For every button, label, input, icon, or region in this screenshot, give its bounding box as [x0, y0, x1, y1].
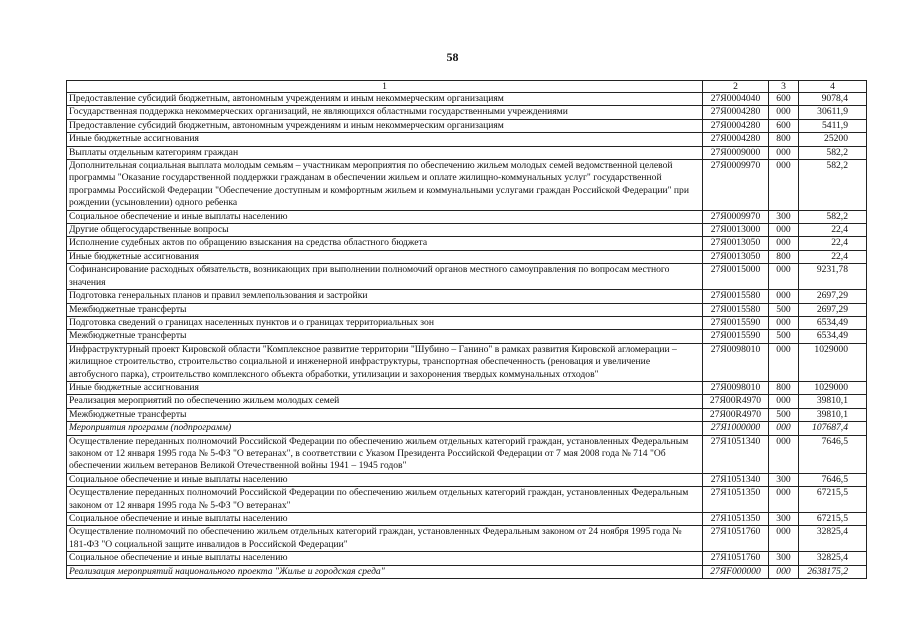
- row-name-cell: Иные бюджетные ассигнования: [67, 133, 703, 146]
- row-amount-cell: 2638175,2: [799, 565, 867, 578]
- row-amount-cell: 25200: [799, 133, 867, 146]
- row-code-cell: 27Я1051350: [703, 487, 769, 513]
- row-name-cell: Подготовка генеральных планов и правил землепользования и застройки: [67, 290, 703, 303]
- row-code-cell: 27Я0013000: [703, 224, 769, 237]
- table-row: [67, 513, 867, 526]
- row-code-cell: 27Я0013050: [703, 237, 769, 250]
- row-type-cell: 300: [769, 513, 799, 526]
- table-row: [67, 408, 867, 421]
- table-row: [67, 422, 867, 435]
- row-amount-cell: 7646,5: [799, 435, 867, 473]
- row-name-cell: Исполнение судебных актов по обращению взыскания на средства областного бюджета: [67, 237, 703, 250]
- table-row: [67, 146, 867, 159]
- row-code-cell: 27Я0004280: [703, 119, 769, 132]
- table-row: [67, 264, 867, 290]
- row-code-cell: 27Я1000000: [703, 422, 769, 435]
- table-row: [67, 316, 867, 329]
- row-name-cell: Выплаты отдельным категориям граждан: [67, 146, 703, 159]
- row-type-cell: 800: [769, 381, 799, 394]
- row-amount-cell: 9231,78: [799, 264, 867, 290]
- table-row: [67, 303, 867, 316]
- row-amount-cell: 5411,9: [799, 119, 867, 132]
- row-name-cell: Социальное обеспечение и иные выплаты населению: [67, 473, 703, 486]
- row-amount-cell: 107687,4: [799, 422, 867, 435]
- row-type-cell: 000: [769, 160, 799, 211]
- row-code-cell: 27Я0015000: [703, 264, 769, 290]
- table-row: [67, 210, 867, 223]
- row-code-cell: 27Я0004280: [703, 106, 769, 119]
- row-name-cell: Государственная поддержка некоммерческих организаций, не являющихся областными государственными учреждениями: [67, 106, 703, 119]
- row-code-cell: 27Я0013050: [703, 250, 769, 263]
- row-name-cell: Межбюджетные трансферты: [67, 330, 703, 343]
- row-name-cell: Межбюджетные трансферты: [67, 303, 703, 316]
- row-amount-cell: 9078,4: [799, 93, 867, 106]
- row-code-cell: 27Я0004040: [703, 93, 769, 106]
- table-row: [67, 250, 867, 263]
- table-row: [67, 565, 867, 578]
- table-row: [67, 119, 867, 132]
- row-amount-cell: 7646,5: [799, 473, 867, 486]
- row-name-cell: Социальное обеспечение и иные выплаты населению: [67, 552, 703, 565]
- row-type-cell: 000: [769, 343, 799, 381]
- row-name-cell: Мероприятия программ (подпрограмм): [67, 422, 703, 435]
- row-name-cell: Социальное обеспечение и иные выплаты населению: [67, 210, 703, 223]
- row-code-cell: 27Я00R4970: [703, 395, 769, 408]
- row-code-cell: 27Я0015580: [703, 303, 769, 316]
- table-row: [67, 473, 867, 486]
- table-row: [67, 381, 867, 394]
- row-name-cell: Реализация мероприятий по обеспечению жильем молодых семей: [67, 395, 703, 408]
- budget-table: [66, 80, 867, 579]
- row-code-cell: 27Я1051340: [703, 473, 769, 486]
- row-type-cell: 600: [769, 93, 799, 106]
- table-row: [67, 93, 867, 106]
- row-name-cell: Иные бюджетные ассигнования: [67, 250, 703, 263]
- table-row: [67, 552, 867, 565]
- row-type-cell: 000: [769, 565, 799, 578]
- row-name-cell: Осуществление переданных полномочий Российской Федерации по обеспечению жильем отдельных категорий граждан, установленных Федеральным законом от 12 января 1995 года № 5-ФЗ "О ветеранах", в соответствии с Указом Президента Российской Федерации от 7 мая 2008 года № 714 "Об обеспечении жильем ветеранов Великой Отечественной войны 1941 – 1945 годов": [67, 435, 703, 473]
- column-header: 2: [703, 81, 769, 93]
- row-amount-cell: 1029000: [799, 381, 867, 394]
- row-type-cell: 000: [769, 224, 799, 237]
- row-code-cell: 27Я0098010: [703, 381, 769, 394]
- row-code-cell: 27Я0015590: [703, 330, 769, 343]
- column-header: 1: [67, 81, 703, 93]
- row-type-cell: 000: [769, 146, 799, 159]
- row-type-cell: 000: [769, 316, 799, 329]
- row-name-cell: Предоставление субсидий бюджетным, автономным учреждениям и иным некоммерческим организациям: [67, 93, 703, 106]
- row-type-cell: 500: [769, 408, 799, 421]
- row-amount-cell: 582,2: [799, 160, 867, 211]
- row-type-cell: 000: [769, 395, 799, 408]
- row-amount-cell: 67215,5: [799, 487, 867, 513]
- row-type-cell: 000: [769, 422, 799, 435]
- column-header: 4: [799, 81, 867, 93]
- row-amount-cell: 22,4: [799, 237, 867, 250]
- table-row: [67, 526, 867, 552]
- row-name-cell: Подготовка сведений о границах населенных пунктов и о границах территориальных зон: [67, 316, 703, 329]
- row-code-cell: 27Я0009970: [703, 210, 769, 223]
- row-code-cell: 27Я1051340: [703, 435, 769, 473]
- row-amount-cell: 67215,5: [799, 513, 867, 526]
- row-name-cell: Софинансирование расходных обязательств, возникающих при выполнении полномочий органов местного самоуправления по вопросам местного значения: [67, 264, 703, 290]
- row-amount-cell: 582,2: [799, 146, 867, 159]
- row-name-cell: Другие общегосударственные вопросы: [67, 224, 703, 237]
- table-row: [67, 224, 867, 237]
- row-amount-cell: 39810,1: [799, 395, 867, 408]
- row-code-cell: 27Я1051350: [703, 513, 769, 526]
- row-type-cell: 600: [769, 119, 799, 132]
- table-row: [67, 343, 867, 381]
- row-type-cell: 000: [769, 290, 799, 303]
- row-code-cell: 27Я1051760: [703, 526, 769, 552]
- table-row: [67, 435, 867, 473]
- row-name-cell: Реализация мероприятий национального проекта "Жилье и городская среда": [67, 565, 703, 578]
- row-name-cell: Иные бюджетные ассигнования: [67, 381, 703, 394]
- row-type-cell: 000: [769, 106, 799, 119]
- row-code-cell: 27Я00R4970: [703, 408, 769, 421]
- row-type-cell: 500: [769, 330, 799, 343]
- row-amount-cell: 1029000: [799, 343, 867, 381]
- row-amount-cell: 39810,1: [799, 408, 867, 421]
- row-type-cell: 000: [769, 435, 799, 473]
- row-type-cell: 000: [769, 526, 799, 552]
- row-type-cell: 000: [769, 264, 799, 290]
- row-amount-cell: 22,4: [799, 224, 867, 237]
- row-code-cell: 27Я0015590: [703, 316, 769, 329]
- row-code-cell: 27Я1051760: [703, 552, 769, 565]
- row-amount-cell: 22,4: [799, 250, 867, 263]
- header-row: [67, 81, 867, 93]
- row-name-cell: Социальное обеспечение и иные выплаты населению: [67, 513, 703, 526]
- row-code-cell: 27Я0009000: [703, 146, 769, 159]
- row-amount-cell: 6534,49: [799, 330, 867, 343]
- table-row: [67, 160, 867, 211]
- row-type-cell: 300: [769, 552, 799, 565]
- row-type-cell: 300: [769, 473, 799, 486]
- row-amount-cell: 30611,9: [799, 106, 867, 119]
- row-code-cell: 27ЯF000000: [703, 565, 769, 578]
- row-amount-cell: 582,2: [799, 210, 867, 223]
- row-amount-cell: 2697,29: [799, 303, 867, 316]
- table-row: [67, 395, 867, 408]
- table-row: [67, 290, 867, 303]
- row-type-cell: 800: [769, 133, 799, 146]
- row-code-cell: 27Я0098010: [703, 343, 769, 381]
- table-row: [67, 487, 867, 513]
- column-header: 3: [769, 81, 799, 93]
- row-type-cell: 000: [769, 487, 799, 513]
- row-code-cell: 27Я0004280: [703, 133, 769, 146]
- table-row: [67, 106, 867, 119]
- row-amount-cell: 6534,49: [799, 316, 867, 329]
- row-name-cell: Предоставление субсидий бюджетным, автономным учреждениям и иным некоммерческим организациям: [67, 119, 703, 132]
- row-name-cell: Осуществление переданных полномочий Российской Федерации по обеспечению жильем отдельных категорий граждан, установленных Федеральным законом от 12 января 1995 года № 5-ФЗ "О ветеранах": [67, 487, 703, 513]
- row-name-cell: Межбюджетные трансферты: [67, 408, 703, 421]
- row-amount-cell: 32825,4: [799, 526, 867, 552]
- row-name-cell: Дополнительная социальная выплата молодым семьям – участникам мероприятия по обеспечению жильем молодых семей ведомственной целевой программы "Оказание государственной поддержки гражданам в обеспечении жильем и оплате жилищно-коммунальных услуг" государственной программы Российской Федерации "Обеспечение доступным и комфортным жильем и коммунальными услугами граждан Российской Федерации" при рождении (усыновлении) одного ребенка: [67, 160, 703, 211]
- row-type-cell: 000: [769, 237, 799, 250]
- row-type-cell: 800: [769, 250, 799, 263]
- row-name-cell: Инфраструктурный проект Кировской области "Комплексное развитие территории "Шубино – Ганино" в рамках развития Кировской агломерации – жилищное строительство, строительство социальной и инженерной инфраструктуры, транспортная обеспеченность (реновация и увеличение автобусного парка), строительство комплексного объекта обработки, утилизации и захоронения твердых коммунальных отходов": [67, 343, 703, 381]
- row-type-cell: 500: [769, 303, 799, 316]
- table-row: [67, 133, 867, 146]
- table-row: [67, 330, 867, 343]
- row-code-cell: 27Я0015580: [703, 290, 769, 303]
- row-type-cell: 300: [769, 210, 799, 223]
- row-name-cell: Осуществление полномочий по обеспечению жильем отдельных категорий граждан, установленных Федеральным законом от 24 ноября 1995 года № 181-ФЗ "О социальной защите инвалидов в Российской Федерации": [67, 526, 703, 552]
- row-amount-cell: 32825,4: [799, 552, 867, 565]
- row-code-cell: 27Я0009970: [703, 160, 769, 211]
- row-amount-cell: 2697,29: [799, 290, 867, 303]
- page-number: 58: [446, 50, 459, 64]
- table-row: [67, 237, 867, 250]
